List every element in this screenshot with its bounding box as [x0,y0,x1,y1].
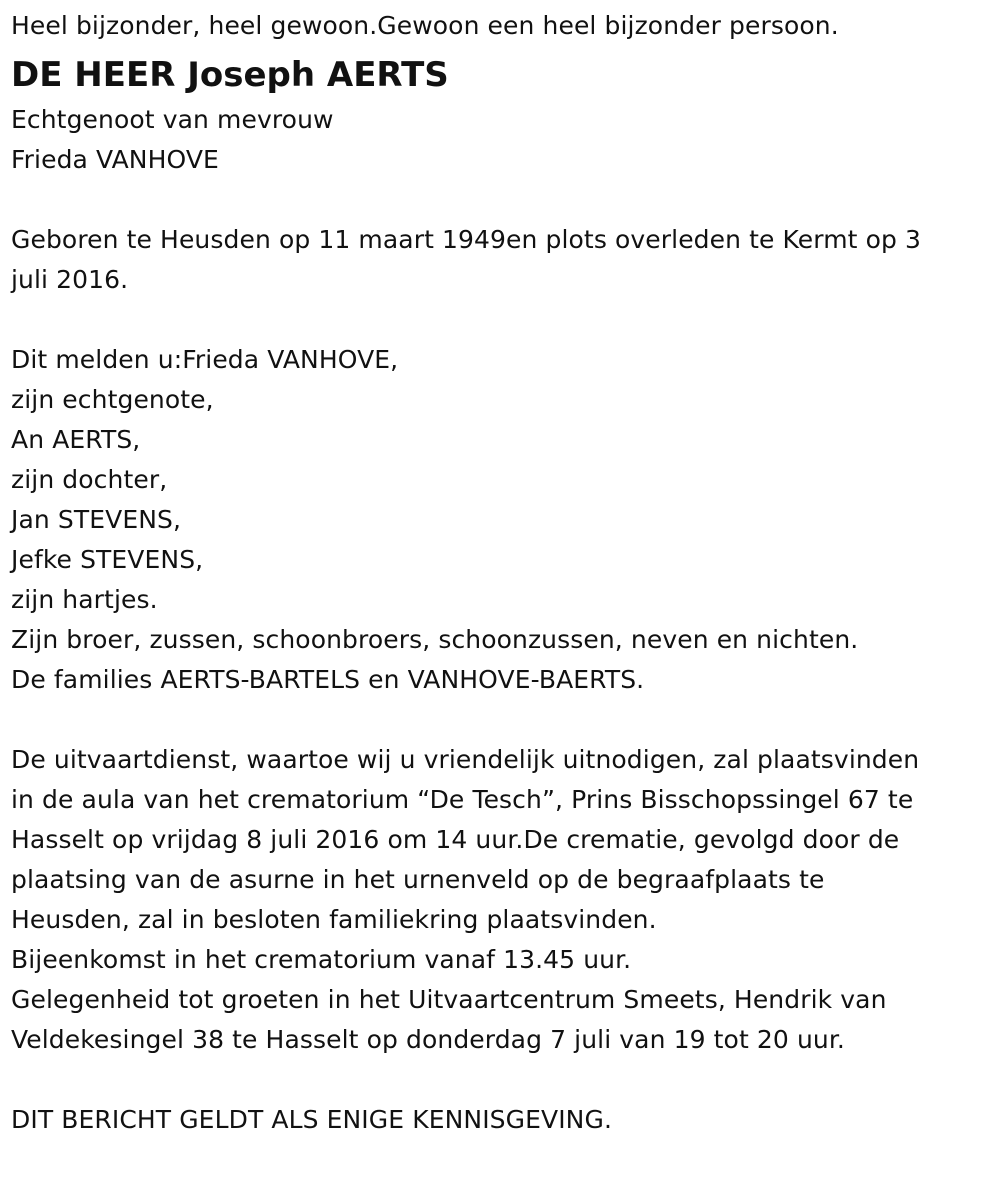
spouse-name: Frieda VANHOVE [11,145,219,174]
announcer-line: Dit melden u:Frieda VANHOVE, [11,345,399,374]
announcers-section [11,340,990,700]
announcer-line: An AERTS, [11,425,141,454]
service-line: Hasselt op vrijdag 8 juli 2016 om 14 uur.De crematie, gevolgd door de [11,825,900,854]
birth-death-line: juli 2016. [11,265,129,294]
announcer-line: zijn echtgenote, [11,385,214,414]
spouse-line: Echtgenoot van mevrouw [11,105,334,134]
spacer [11,700,990,740]
notice-line: DIT BERICHT GELDT ALS ENIGE KENNISGEVING. [11,1105,612,1134]
service-line: Gelegenheid tot groeten in het Uitvaartcentrum Smeets, Hendrik van [11,985,887,1014]
announcer-line: Zijn broer, zussen, schoonbroers, schoonzussen, neven en nichten. [11,625,859,654]
spacer [11,300,990,340]
service-section [11,740,990,1060]
announcer-line: De families AERTS-BARTELS en VANHOVE-BAERTS. [11,665,645,694]
service-line: Bijeenkomst in het crematorium vanaf 13.45 uur. [11,945,632,974]
announcer-line: zijn hartjes. [11,585,158,614]
deceased-title: DE HEER Joseph AERTS [11,55,449,95]
service-line: plaatsing van de asurne in het urnenveld op de begraafplaats te [11,865,825,894]
service-line: in de aula van het crematorium “De Tesch”, Prins Bisschopssingel 67 te [11,785,914,814]
tagline: Heel bijzonder, heel gewoon.Gewoon een heel bijzonder persoon. [11,11,839,40]
announcer-line: Jefke STEVENS, [11,545,204,574]
spacer [11,180,990,220]
spacer [11,1060,990,1100]
announcer-line: Jan STEVENS, [11,505,182,534]
service-line: De uitvaartdienst, waartoe wij u vriendelijk uitnodigen, zal plaatsvinden [11,745,920,774]
service-line: Veldekesingel 38 te Hasselt op donderdag 7 juli van 19 tot 20 uur. [11,1025,845,1054]
spouse-section [11,100,990,180]
service-line: Heusden, zal in besloten familiekring plaatsvinden. [11,905,657,934]
birth-death-section [11,220,990,300]
announcer-line: zijn dochter, [11,465,168,494]
birth-death-line: Geboren te Heusden op 11 maart 1949en plots overleden te Kermt op 3 [11,225,922,254]
